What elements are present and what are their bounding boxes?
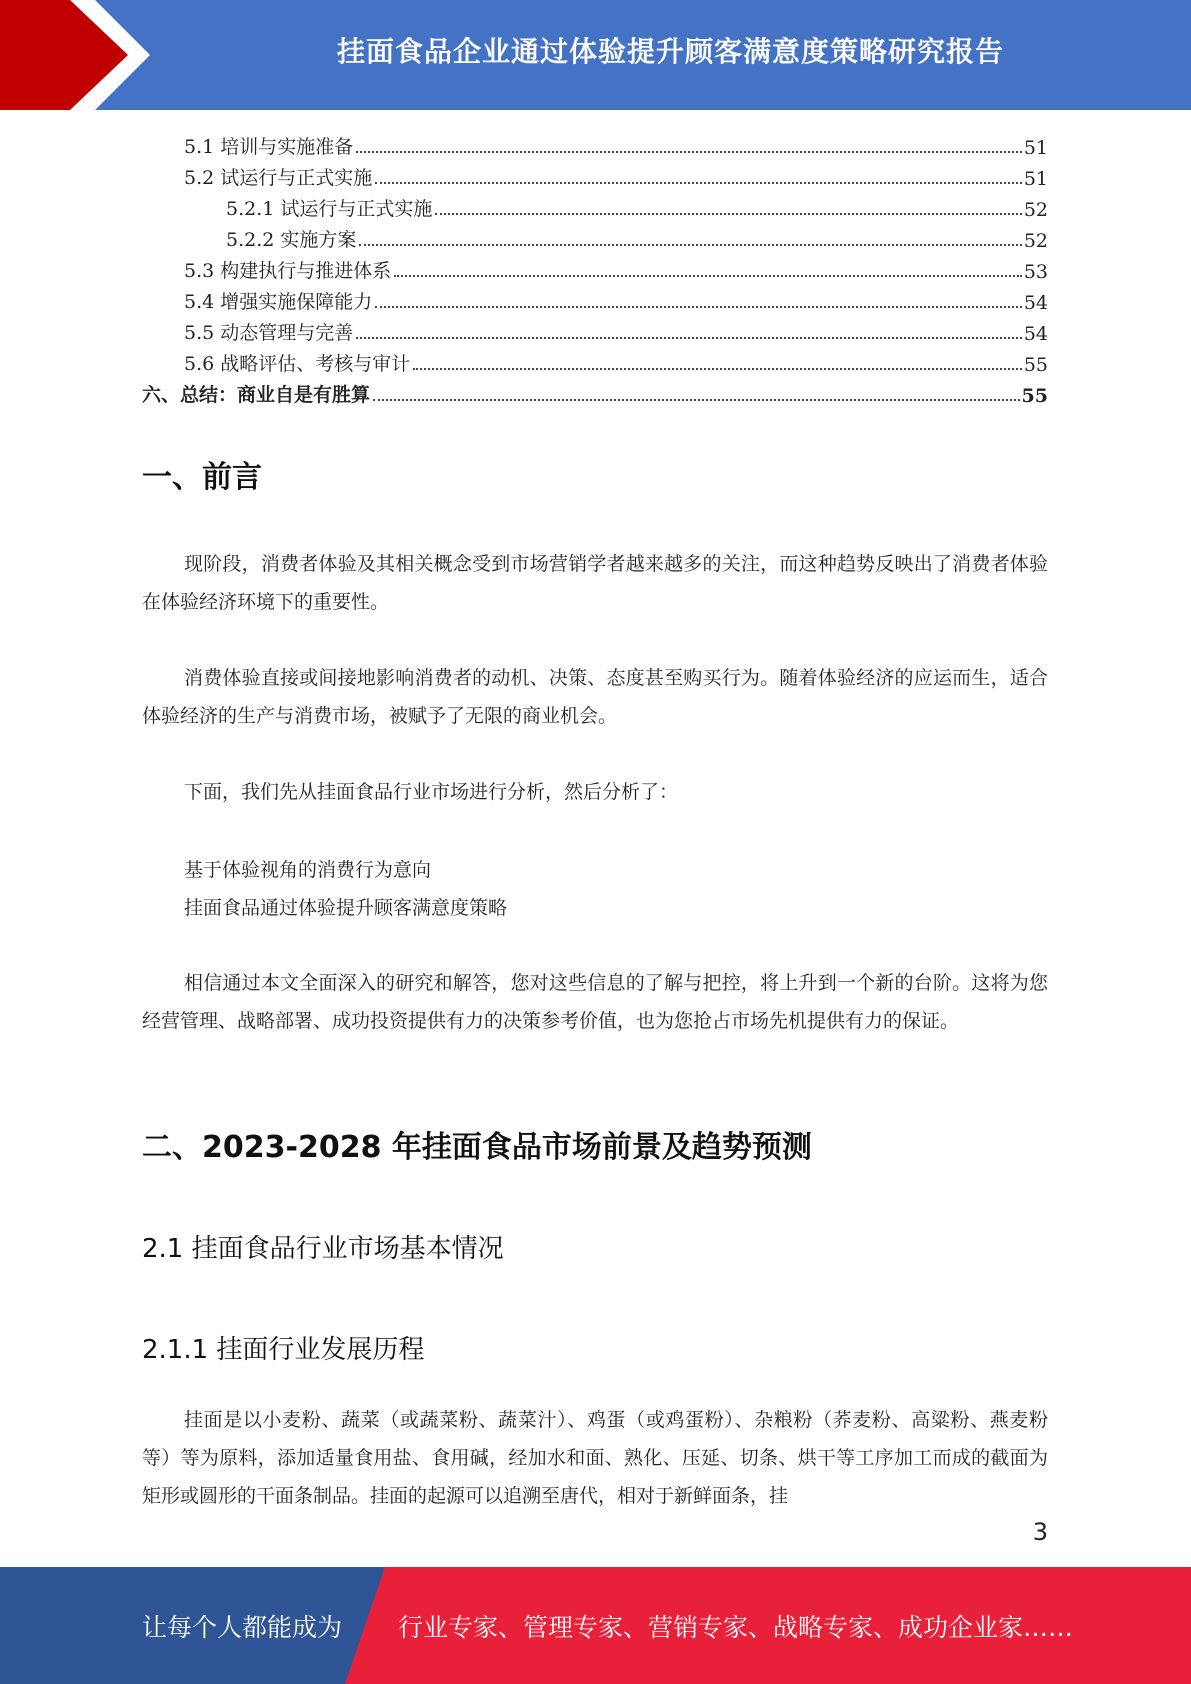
paragraph: 下面，我们先从挂面食品行业市场进行分析，然后分析了：: [184, 781, 679, 803]
paragraph: 相信通过本文全面深入的研究和解答，您对这些信息的了解与把控，将上升到一个新的台阶。这将为您经营管理、战略部署、成功投资提供有力的决策参考价值，也为您抢占市场先机提供有力的保证。: [142, 972, 1048, 1032]
toc-leader-dots: [356, 151, 1022, 153]
section-heading: 二、2023-2028 年挂面食品市场前景及趋势预测: [142, 1130, 812, 1165]
toc-entry[interactable]: [142, 252, 1048, 283]
toc-entry-title: 5.5 动态管理与完善: [184, 322, 354, 344]
toc-leader-dots: [435, 213, 1021, 215]
list-item: 基于体验视角的消费行为意向: [184, 859, 432, 881]
toc-entry-page: 52: [1023, 230, 1048, 252]
toc-entry-title: 5.1 培训与实施准备: [184, 136, 354, 158]
toc-entry[interactable]: [142, 283, 1048, 314]
section-heading: 一、前言: [142, 460, 262, 495]
toc-entry-page: 54: [1023, 292, 1048, 314]
toc-entry-title: 5.2 试运行与正式实施: [184, 167, 373, 189]
toc-entry[interactable]: [142, 314, 1048, 345]
toc-leader-dots: [375, 306, 1022, 308]
toc-entry-page: 55: [1021, 385, 1048, 407]
table-of-contents: [142, 128, 1048, 407]
toc-leader-dots: [375, 182, 1022, 184]
subsection-heading: 2.1.1 挂面行业发展历程: [142, 1335, 425, 1365]
paragraph: 现阶段，消费者体验及其相关概念受到市场营销学者越来越多的关注，而这种趋势反映出了消费者体验在体验经济环境下的重要性。: [142, 553, 1048, 613]
paragraph: 挂面是以小麦粉、蔬菜（或蔬菜粉、蔬菜汁）、鸡蛋（或鸡蛋粉）、杂粮粉（荞麦粉、高粱粉、燕麦粉等）等为原料，添加适量食用盐、食用碱，经加水和面、熟化、压延、切条、烘干等工序加工而成的截面为矩形或圆形的干面条制品。挂面的起源可以追溯至唐代，相对于新鲜面条，挂: [142, 1409, 1048, 1507]
toc-entry[interactable]: [142, 190, 1048, 221]
page-number: 3: [1032, 1518, 1048, 1546]
toc-entry-title: 5.2.2 实施方案: [226, 229, 357, 251]
toc-entry[interactable]: [142, 221, 1048, 252]
toc-entry[interactable]: [142, 159, 1048, 190]
toc-leader-dots: [356, 337, 1022, 339]
toc-entry[interactable]: [142, 128, 1048, 159]
toc-leader-dots: [394, 275, 1022, 277]
footer-slogan-right: 行业专家、管理专家、营销专家、战略专家、成功企业家……: [398, 1612, 1074, 1642]
header-title: 挂面食品企业通过体验提升顾客满意度策略研究报告: [336, 35, 1004, 68]
toc-entry-title: 5.4 增强实施保障能力: [184, 291, 373, 313]
toc-entry-title: 六、总结：商业自是有胜算: [142, 384, 371, 406]
toc-entry[interactable]: [142, 376, 1048, 407]
toc-entry-page: 53: [1023, 261, 1048, 283]
toc-entry-title: 5.3 构建执行与推进体系: [184, 260, 392, 282]
toc-entry-page: 51: [1023, 168, 1048, 190]
toc-entry-title: 5.2.1 试运行与正式实施: [226, 198, 433, 220]
toc-entry-page: 51: [1023, 137, 1048, 159]
toc-entry-page: 54: [1023, 323, 1048, 345]
footer-slogan-left: 让每个人都能成为: [142, 1612, 343, 1642]
header-banner: [0, 0, 1191, 110]
toc-entry-page: 52: [1023, 199, 1048, 221]
list-item: 挂面食品通过体验提升顾客满意度策略: [184, 897, 508, 919]
toc-leader-dots: [413, 368, 1022, 370]
subsection-heading: 2.1 挂面食品行业市场基本情况: [142, 1234, 504, 1264]
toc-entry-title: 5.6 战略评估、考核与审计: [184, 353, 411, 375]
toc-leader-dots: [359, 244, 1021, 246]
toc-entry-page: 55: [1023, 354, 1048, 376]
toc-leader-dots: [373, 399, 1020, 401]
toc-entry[interactable]: [142, 345, 1048, 376]
paragraph: 消费体验直接或间接地影响消费者的动机、决策、态度甚至购买行为。随着体验经济的应运而生，适合体验经济的生产与消费市场，被赋予了无限的商业机会。: [142, 667, 1048, 727]
footer-banner: [0, 1567, 1191, 1684]
